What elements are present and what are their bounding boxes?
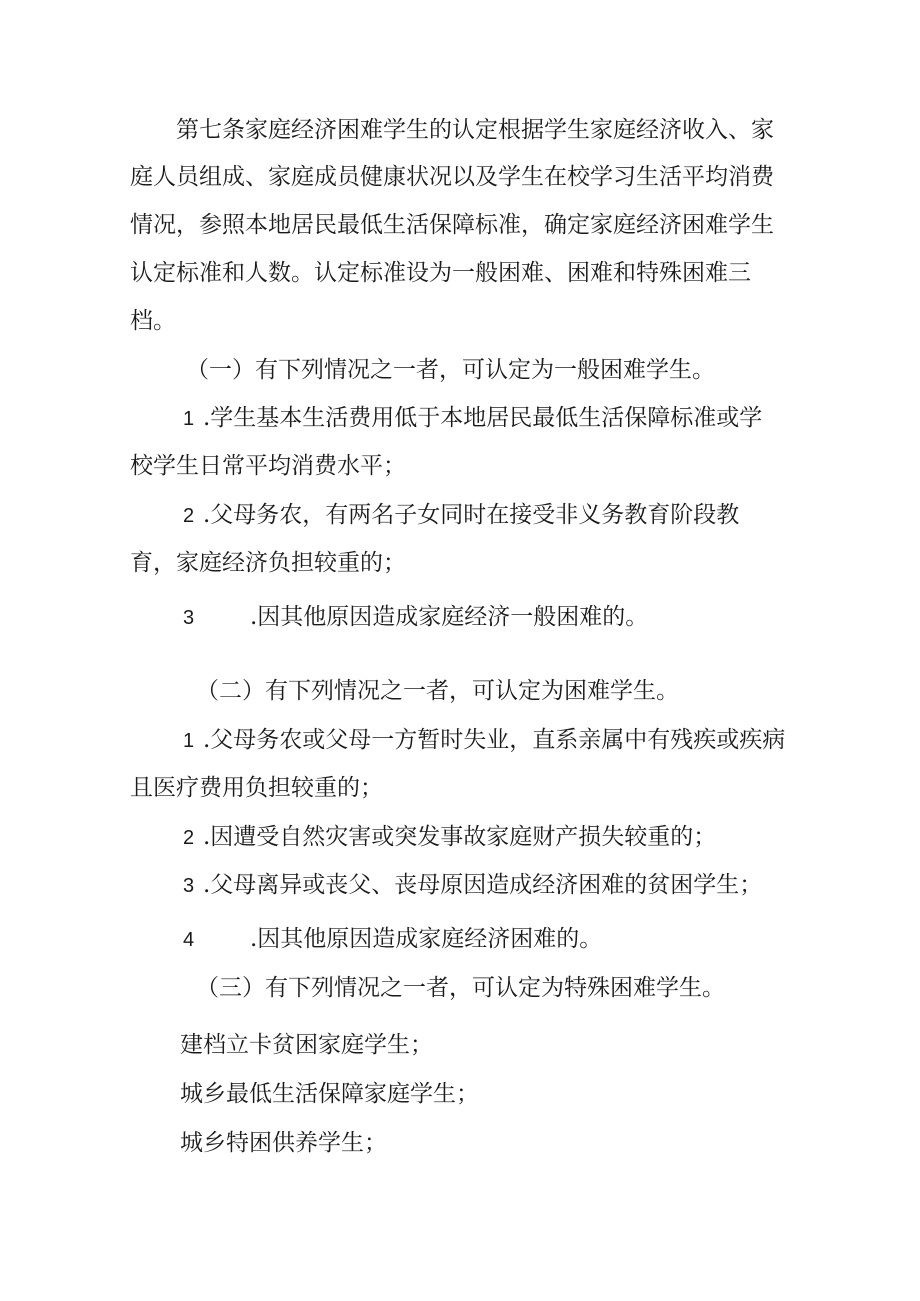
general-item-2-number: 2 [183,505,195,527]
general-item-1-line-1: .学生基本生活费用低于本地居民最低生活保障标准或学 [203,405,763,431]
article-line-2: 庭人员组成、家庭成员健康状况以及学生在校学习生活平均消费 [130,164,774,190]
general-item-2-line-2: 育，家庭经济负担较重的； [130,550,406,576]
general-item-1-number: 1 [183,408,195,430]
difficult-item-2-number: 2 [183,827,195,849]
difficult-item-4-number: 4 [183,929,195,951]
difficult-item-1-line-1: .父母务农或父母一方暂时失业，直系亲属中有残疾或疾病 [203,727,786,753]
special-heading: （三）有下列情况之一者，可认定为特殊困难学生。 [196,975,725,1001]
difficult-item-3-line-1: .父母离异或丧父、丧母原因造成经济困难的贫困学生； [203,872,763,898]
general-heading: （一）有下列情况之一者，可认定为一般困难学生。 [186,357,715,383]
difficult-heading: （二）有下列情况之一者，可认定为困难学生。 [196,678,679,704]
article-line-5: 档。 [130,308,176,334]
difficult-item-3-number: 3 [183,875,195,897]
article-line-1: 第七条家庭经济困难学生的认定根据学生家庭经济收入、家 [176,117,774,143]
article-line-3: 情况，参照本地居民最低生活保障标准，确定家庭经济困难学生 [130,212,774,238]
difficult-item-1-line-2: 且医疗费用负担较重的； [130,775,383,801]
special-item-2: 城乡最低生活保障家庭学生； [180,1081,479,1107]
article-line-4: 认定标准和人数。认定标准设为一般困难、困难和特殊困难三 [130,260,751,286]
general-item-1-line-2: 校学生日常平均消费水平； [130,453,406,479]
special-item-1: 建档立卡贫困家庭学生； [180,1032,433,1058]
special-item-3: 城乡特困供养学生； [180,1130,387,1156]
difficult-item-4-line-1: .因其他原因造成家庭经济困难的。 [250,926,603,952]
general-item-2-line-1: .父母务农，有两名子女同时在接受非义务教育阶段教 [203,502,740,528]
difficult-item-2-line-1: .因遭受自然灾害或突发事故家庭财产损失较重的； [203,824,717,850]
difficult-item-1-number: 1 [183,730,195,752]
general-item-3-line-1: .因其他原因造成家庭经济一般困难的。 [250,604,649,630]
general-item-3-number: 3 [183,607,195,629]
